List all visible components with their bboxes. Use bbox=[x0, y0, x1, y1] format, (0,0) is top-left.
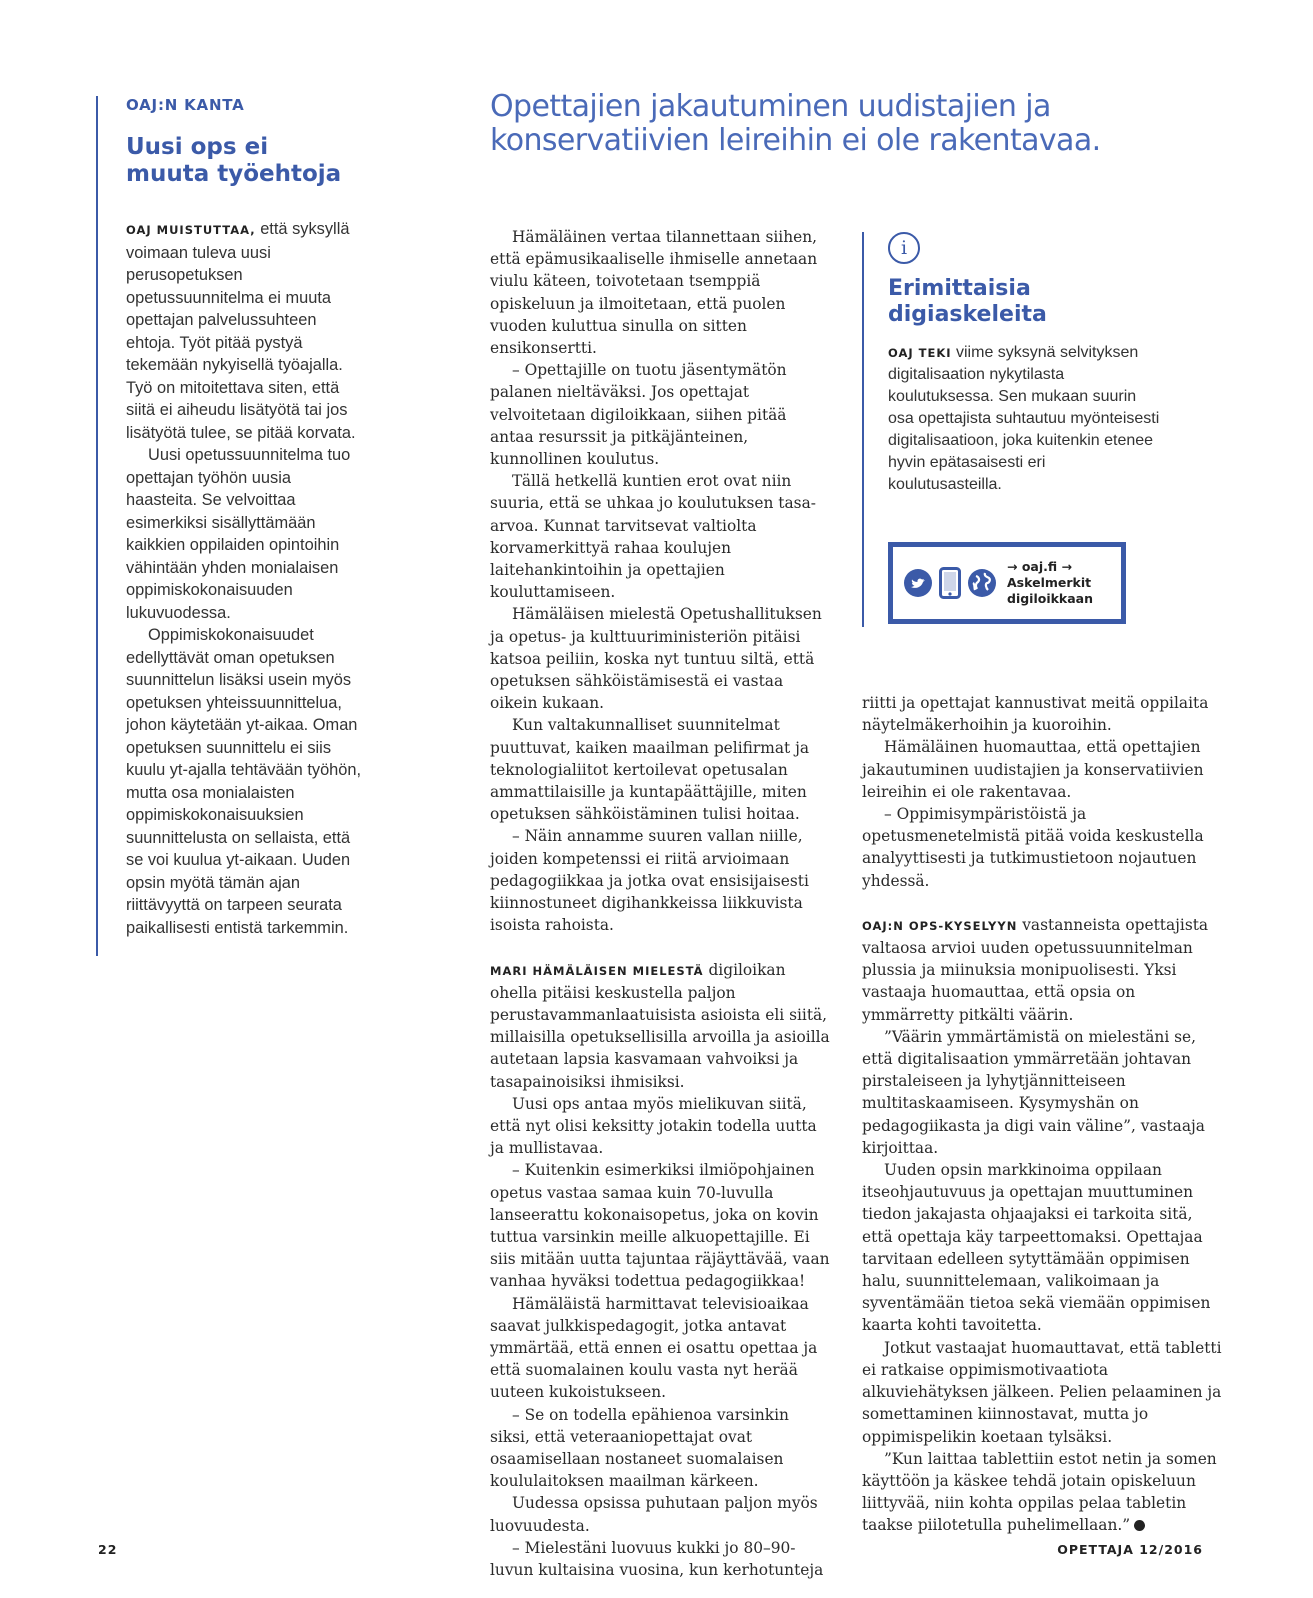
paragraph: Uudessa opsissa puhutaan paljon myös luovuudesta. bbox=[490, 1494, 818, 1535]
sidebar-lead-caps: OAJ MUISTUTTAA, bbox=[126, 223, 256, 237]
page-number: 22 bbox=[98, 1542, 118, 1557]
info-lead-caps: OAJ TEKI bbox=[888, 346, 952, 360]
tablet-icon bbox=[939, 567, 961, 599]
article-column-middle bbox=[490, 226, 830, 1581]
sidebar-text: että syksyllä voimaan tuleva uusi perusopetuksen opetussuunnitelma ei muuta opettajan palvelussuhteen ehtoja. Työt pitää pystyä tekemään nykyisellä työajalla. Työ on mitoitettava siten, että siitä ei aiheudu lisätyötä tai jos lisätyötä tulee, se pitää korvata. bbox=[126, 220, 356, 442]
paragraph: Tällä hetkellä kuntien erot ovat niin suuria, että se uhkaa jo koulutuksen tasa-arvoa. Kunnat tarvitsevat valtiolta korvamerkittyä rahaa koulujen laitehankintoihin ja opettajien kouluttamiseen. bbox=[490, 472, 816, 602]
paragraph bbox=[862, 914, 1222, 1026]
paragraph-text: vastanneista opettajista valtaosa arvioi uuden opetussuunnitelman plussia ja miinuksia monipuolisesti. Yksi vastaaja huomauttaa, että opsia on ymmärretty pitkälti väärin. bbox=[862, 915, 1209, 1024]
paragraph: – Kuitenkin esimerkiksi ilmiöpohjainen opetus vastaa samaa kuin 70-luvulla lanseerattu kokonaisopetus, joka on kovin tuttua varsinkin meille alkuopettajille. Ei siis mitään uutta tajuntaa räjäyttävää, vaan vanhaa hyväksi todettua pedagogiikkaa! bbox=[490, 1161, 830, 1291]
link-icons bbox=[903, 567, 997, 599]
paragraph: – Se on todella epähienoa varsinkin siksi, että veteraaniopettajat ovat osaamisellaan nostaneet suomalaisen koululaitoksen maailman kärkeen. bbox=[490, 1405, 789, 1491]
paragraph: – Mielestäni luovuus kukki jo 80–90-luvun kultaisina vuosina, kun kerhotunteja bbox=[490, 1538, 824, 1579]
pull-quote-line2: konservatiivien leireihin ei ole rakentavaa. bbox=[490, 123, 1101, 158]
end-mark-icon bbox=[1134, 1520, 1145, 1531]
pull-quote bbox=[490, 90, 1130, 158]
sidebar-paragraph: Uusi opetussuunnitelma tuo opettajan työhön uusia haasteita. Se velvoittaa esimerkiksi sisällyttämään kaikkien oppilaiden opintoihin vähintään yhden monialaisen oppimiskokonaisuuden lukuvuodessa. bbox=[126, 446, 351, 622]
twitter-icon bbox=[903, 568, 933, 598]
sidebar-title-line2: muuta työehtoja bbox=[126, 161, 342, 187]
paragraph: – Näin annamme suuren vallan niille, joiden kompetenssi ei riitä arvioimaan pedagogiikkaa ja jotka ovat ensisijaisesti kiinnostuneet digihankkeissa liikkuvista isoista rahoista. bbox=[490, 827, 809, 935]
paragraph: Hämäläistä harmittavat televisioaikaa saavat julkkispedagogit, jotka antavat ymmärtää, että ennen ei osattu opettaa ja että suomalainen koulu vasta nyt herää uuteen kukoistukseen. bbox=[490, 1294, 818, 1402]
sidebar-body bbox=[126, 218, 364, 939]
paragraph: Jotkut vastaajat huomauttavat, että tabletti ei ratkaise oppimismotivaatiota alkuviehätyksen jälkeen. Pelien pelaaminen ja somettaminen kiinnostavat, mutta jo oppimispelikin koetaan tylsäksi. bbox=[862, 1338, 1222, 1446]
info-title-line1: Erimittaisia bbox=[888, 276, 1031, 301]
link-line2[interactable]: Askelmerkit bbox=[1007, 575, 1092, 590]
paragraph: Kun valtakunnalliset suunnitelmat puuttuvat, kaiken maailman pelifirmat ja teknologialiitot kertoilevat opetusalan ammattilaisille ja kuntapäättäjille, miten opetuksen sähköistäminen tulisi hoitaa. bbox=[490, 716, 810, 824]
link-line3[interactable]: digiloikkaan bbox=[1007, 591, 1094, 606]
paragraph: – Opettajille on tuotu jäsentymätön palanen nieltäväksi. Jos opettajat velvoitetaan digiloikkaan, siihen pitää antaa resurssit ja pitkäjänteinen, kunnollinen koulutus. bbox=[490, 361, 787, 469]
paragraph: Uusi ops antaa myös mielikuvan siitä, että nyt olisi keksitty jotakin todella uutta ja mullistavaa. bbox=[490, 1094, 817, 1158]
paragraph-text: digiloikan ohella pitäisi keskustella paljon perustavammanlaatuisista asioista eli siitä, millaisilla opetuksellisilla arvoilla ja asioilla autetaan lapsia kasvamaan vahvoiksi ja tasapainoisiksi ihmisiksi. bbox=[490, 960, 830, 1091]
info-text: viime syksynä selvityksen digitalisaation nykytilasta koulutuksessa. Sen mukaan suurin osa opettajista suhtautuu myönteisesti digitalisaatioon, joka kuitenkin etenee hyvin epätasaisesti eri koulutusasteilla. bbox=[888, 344, 1160, 493]
info-title-line2: digiaskeleita bbox=[888, 302, 1047, 327]
info-box bbox=[862, 232, 1162, 627]
sidebar-title bbox=[126, 134, 364, 188]
paragraph: Uuden opsin markkinoima oppilaan itseohjautuvuus ja opettajan muuttuminen tiedon jakajasta ohjaajaksi ei tarkoita sitä, että opettaja käy tarpeettomaksi. Opettajaa tarvitaan edelleen sytyttämään oppimisen halu, suunnittelemaan, valikoimaan ja syventämään tietoa sekä viemään oppimisen kaarta kohti tavoitetta. bbox=[862, 1161, 1211, 1335]
lead-caps: MARI HÄMÄLÄISEN MIELESTÄ bbox=[490, 963, 704, 978]
paragraph: riitti ja opettajat kannustivat meitä oppilaita näytelmäkerhoihin ja kuoroihin. bbox=[862, 694, 1209, 735]
globe-icon bbox=[967, 568, 997, 598]
link-line1[interactable]: → oaj.fi → bbox=[1007, 559, 1072, 574]
sidebar-paragraph bbox=[126, 218, 364, 444]
sidebar-paragraph: Oppimiskokonaisuudet edellyttävät oman opetuksen suunnittelun lisäksi usein myös opetuksen yhteissuunnittelua, johon käytetään yt-aikaa. Oman opetuksen suunnittelu ei siis kuulu yt-ajalla tehtävään työhön, mutta osa monialaisten oppimiskokonaisuuksien suunnittelusta on sellaista, että se voi kuulua yt-aikaan. Uuden opsin myötä tämän ajan riittävyyttä on tarpeen seurata paikallisesti entistä tarkemmin. bbox=[126, 626, 362, 937]
lead-caps: OAJ:N OPS-KYSELYYN bbox=[862, 918, 1018, 933]
paragraph-text: ”Kun laittaa tablettiin estot netin ja somen käyttöön ja käskee tehdä jotain opiskeluun liittyvää, niin kohta oppilas pelaa tabletin taakse piilotetulla puhelimellaan.” bbox=[862, 1449, 1217, 1535]
sidebar-column bbox=[96, 96, 364, 956]
info-icon: i bbox=[888, 232, 920, 264]
info-box-text bbox=[888, 342, 1162, 496]
paragraph bbox=[490, 959, 830, 1093]
paragraph: Hämäläinen huomauttaa, että opettajien jakautuminen uudistajien ja konservatiivien leireihin ei ole rakentavaa. bbox=[862, 738, 1204, 801]
magazine-issue: OPETTAJA 12/2016 bbox=[1057, 1542, 1203, 1557]
sidebar-title-line1: Uusi ops ei bbox=[126, 134, 269, 160]
link-text[interactable] bbox=[1007, 559, 1093, 607]
article-column-right bbox=[862, 692, 1222, 1537]
pull-quote-line1: Opettajien jakautuminen uudistajien ja bbox=[490, 89, 1051, 124]
paragraph: – Oppimisympäristöistä ja opetusmenetelmistä pitää voida keskustella analyyttisesti ja tutkimustietoon nojautuen yhdessä. bbox=[862, 805, 1204, 890]
paragraph: Hämäläinen vertaa tilannettaan siihen, että epämusikaaliselle ihmiselle annetaan viulu käteen, toivotetaan tsemppiä opiskeluun ja ilmoitetaan, että puolen vuoden kuluttua sinulla on sitten ensikonsertti. bbox=[490, 228, 818, 358]
sidebar-kicker: OAJ:N KANTA bbox=[126, 96, 245, 114]
paragraph: Hämäläisen mielestä Opetushallituksen ja opetus- ja kulttuuriministeriön pitäisi katsoa peiliin, koska nyt tuntuu siltä, että opetuksen sähköistämisestä ei vastaa oikein kukaan. bbox=[490, 605, 822, 713]
info-box-title bbox=[888, 276, 1162, 328]
paragraph bbox=[862, 1448, 1222, 1537]
link-box[interactable] bbox=[888, 542, 1126, 624]
paragraph: ”Väärin ymmärtämistä on mielestäni se, että digitalisaation ymmärretään johtavan pirstaleiseen ja lyhytjännitteiseen multitaskaamiseen. Kysymyshän on pedagogiikasta ja digi vain väline”, vastaaja kirjoittaa. bbox=[862, 1027, 1205, 1157]
